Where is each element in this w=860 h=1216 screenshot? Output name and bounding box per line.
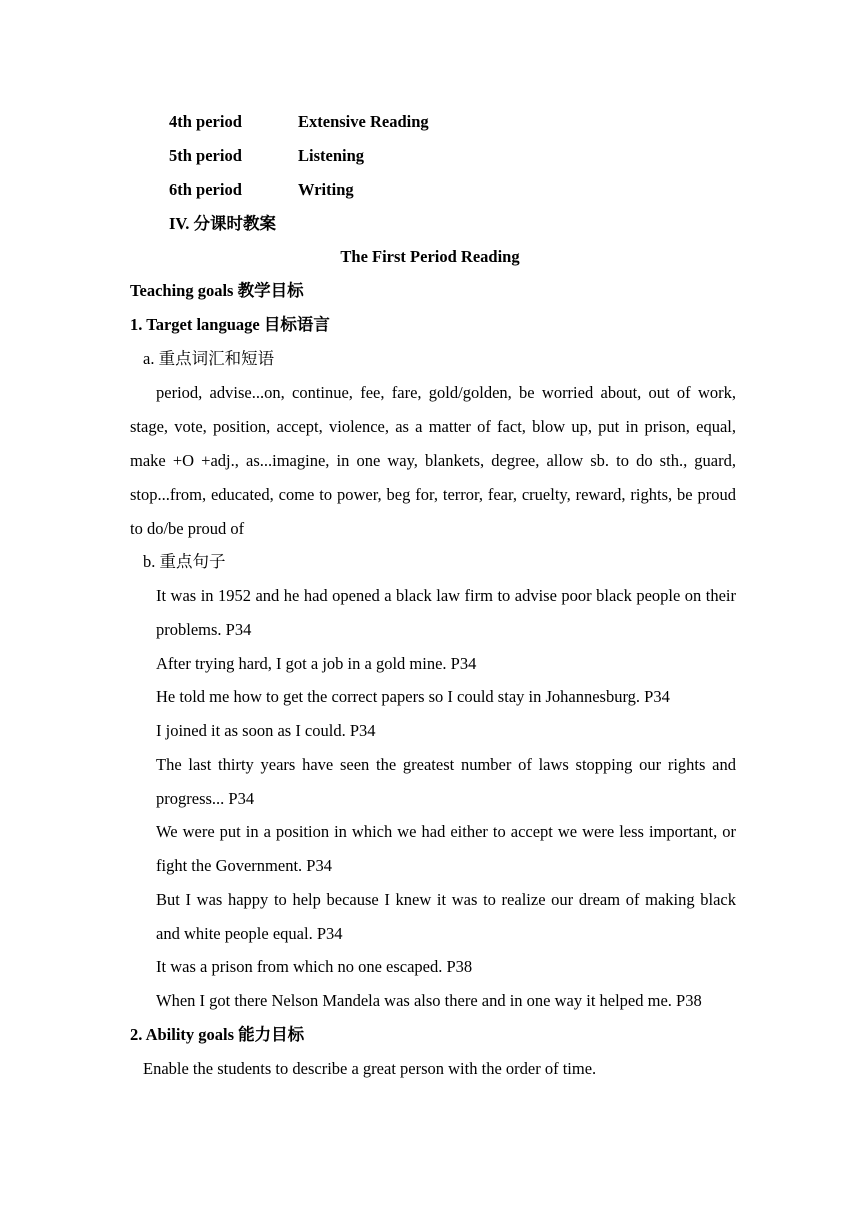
key-sentence: We were put in a position in which we had either to accept we were less important, or fight the Government. P34 [156, 822, 736, 875]
schedule-row [0, 139, 860, 173]
key-sentence: He told me how to get the correct papers so I could stay in Johannesburg. P34 [156, 687, 670, 706]
key-sentence: When I got there Nelson Mandela was also there and in one way it helped me. P38 [156, 991, 702, 1010]
schedule-topic: Extensive Reading [298, 112, 429, 131]
teaching-goals-heading: Teaching goals 教学目标 [130, 281, 304, 300]
key-sentence: But I was happy to help because I knew it was to realize our dream of making black and white people equal. P34 [156, 890, 736, 943]
ability-goals-heading: 2. Ability goals 能力目标 [130, 1025, 305, 1044]
ability-goals-text: Enable the students to describe a great person with the order of time. [143, 1059, 597, 1078]
vocab-subheading: a. 重点词汇和短语 [143, 349, 275, 368]
vocab-text: period, advise...on, continue, fee, fare, gold/golden, be worried about, out of work, stage, vote, position, accept, violence, as a matter of fact, blow up, put in prison, equal, make +O +adj., as...imagine, in one way, blankets, degree, allow sb. to do sth., guard, stop...from, educated, come to power, beg for, terror, fear, cruelty, reward, rights, be proud to do/be proud of [130, 383, 736, 538]
period-title: The First Period Reading [340, 247, 520, 266]
target-language-heading: 1. Target language 目标语言 [130, 315, 330, 334]
section-heading-iv: IV. 分课时教案 [169, 214, 276, 233]
key-sentence: I joined it as soon as I could. P34 [156, 721, 376, 740]
key-sentence: After trying hard, I got a job in a gold mine. P34 [156, 654, 477, 673]
key-sentence: It was a prison from which no one escaped. P38 [156, 957, 473, 976]
schedule-topic: Writing [298, 180, 354, 199]
schedule-topic: Listening [298, 146, 365, 165]
vocab-paragraph [130, 376, 736, 546]
schedule-period: 4th period [169, 112, 242, 131]
schedule-row [0, 173, 860, 207]
key-sentence: The last thirty years have seen the greatest number of laws stopping our rights and progress... P34 [156, 755, 736, 808]
schedule-row [0, 105, 860, 139]
schedule-period: 5th period [169, 146, 242, 165]
key-sentence: It was in 1952 and he had opened a black law firm to advise poor black people on their problems. P34 [156, 586, 736, 639]
schedule-period: 6th period [169, 180, 242, 199]
sentences-subheading: b. 重点句子 [143, 552, 226, 571]
